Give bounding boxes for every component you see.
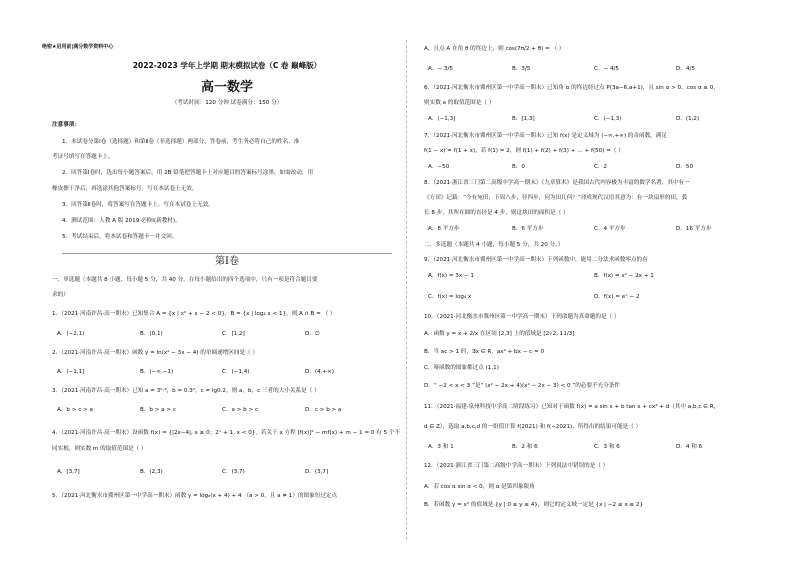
q4-option-b[interactable]: B．(2,3): [140, 469, 163, 475]
q3-option-b[interactable]: B．b > a > c: [140, 407, 176, 413]
q1-option-c[interactable]: C．[1,2]: [222, 331, 245, 337]
exam-title: 2022-2023 学年上学期 期末模拟试卷（C 卷 巅峰版）: [132, 61, 322, 70]
q11-option-a[interactable]: A．3 和 1: [428, 444, 454, 450]
exam-info: （考试时间：120 分钟 试卷满分：150 分）: [171, 100, 283, 106]
q3-option-d[interactable]: D．c > b > a: [305, 407, 342, 413]
notes-item: 5．考试结束后，将本试卷和答题卡一并交回。: [62, 234, 178, 240]
question-5-stem: 5．（2021·河北衡水市冀州区第一中学高一期末）函数 y = logₐ(x + 4) + 4 （a > 0，且 a ≠ 1）的图象恒过定点: [52, 493, 338, 499]
q12-option-b[interactable]: B．若函数 y = x² 的值域是 {y | 0 ≤ y ≤ 4}，则它的定义域一定是 {x | −2 ≤ x ≤ 2}: [424, 502, 643, 508]
left-column: [42, 0, 401, 562]
part1-title: 第Ⅰ卷: [215, 256, 239, 267]
question-4-stem-cont: 同实根，则实数 m 的取值范围是（ ）: [52, 446, 147, 452]
column-divider: [406, 40, 407, 540]
question-4-stem: 4．（2021·河南许昌·高一期末）设函数 f(x) = {|2x−4|, x ≥ 0；2ˣ + 1, x < 0}，若关于 x 方程 [f(x)]² − mf(x) + m − 1 = 0 有 5 个不: [52, 430, 401, 436]
notes-item: 考证号填写在答题卡上。: [52, 154, 114, 160]
q4-option-d[interactable]: D．(3,7]: [305, 469, 329, 475]
question-11-stem: 11．（2021·福建·泉州科技中学高二阶段练习）已知对于函数 f(x) = a sin x + b tan x + cx³ + d（其中 a,b,c ∈ R，: [424, 404, 720, 410]
q3-option-c[interactable]: C．a > b > c: [222, 407, 259, 413]
question-6-stem: 6．（2021·河北衡水市冀州区第一中学高一期末）已知角 α 的终边经过点 P(3a−6,a+1)，且 sin α > 0，cos α ≤ 0，: [424, 85, 719, 91]
notes-heading: 注意事项：: [52, 122, 80, 128]
q7-option-d[interactable]: D．50: [676, 164, 694, 170]
q4-option-c[interactable]: C．(3,7): [222, 469, 245, 475]
q8-option-c[interactable]: C．4 平方步: [594, 226, 626, 232]
q1-option-d[interactable]: D．∅: [305, 331, 320, 337]
q10-option-b[interactable]: B．当 ac > 1 时，∃x ∈ R，ax² + bx − c = 0: [424, 349, 545, 355]
question-9-stem: 9．（2021·河北衡水市冀州区第一中学高一期末）下列函数中，能用二分法求函数零点的有: [424, 257, 648, 263]
q1-option-b[interactable]: B．(0,1): [140, 331, 163, 337]
part1-intro: 求的）: [52, 292, 69, 298]
q11-option-b[interactable]: B．2 和 6: [512, 444, 538, 450]
notes-item: 橡皮擦干净后，再选涂其他答案标号。写在本试卷上无效。: [52, 186, 198, 192]
multi-choice-intro: 二、多选题（本题共 4 小题，每小题 5 分，共 20 分。）: [424, 242, 564, 248]
question-7-stem-cont: f(1 − x) = f(1 + x)，若 f(1) = 2，则 f(1) + f(2) + f(3) + … + f(50) =（ ）: [424, 148, 624, 154]
q6-option-a[interactable]: A．(−1,3]: [428, 116, 456, 122]
right-column: [424, 0, 760, 562]
q10-option-d[interactable]: D．“ −2 < x < 3 ”是“ (x² − 2x + 4)(x² − 2x − 3) < 0 ”的必要不充分条件: [424, 383, 621, 389]
q11-option-d[interactable]: D．4 和 6: [676, 444, 703, 450]
question-5-stem-cont: A，且点 A 在角 θ 的终边上，则 cos(7π/2 + θ) = （ ）: [424, 46, 565, 52]
question-11-stem-cont: d ∈ Z），选取 a,b,c,d 的一组值计算 f(2021) 和 f(−2021)，所得出的结果可能是（ ）: [424, 424, 642, 430]
q8-option-d[interactable]: D．16 平方步: [676, 226, 712, 232]
q6-option-c[interactable]: C．(−1,3): [594, 116, 622, 122]
q9-option-b[interactable]: B．f(x) = x² − 2x + 1: [594, 273, 654, 279]
section-divider: [62, 253, 392, 254]
q4-option-a[interactable]: A．[3,7]: [57, 469, 80, 475]
q7-option-c[interactable]: C．2: [594, 164, 608, 170]
q11-option-c[interactable]: C．3 和 6: [594, 444, 620, 450]
part1-intro: 一、单选题（本题共 8 小题，每小题 5 分，共 40 分．在每小题给出的四个选项中，只有一项是符合题目要: [52, 277, 318, 283]
q2-option-b[interactable]: B．(−∞,−1): [140, 369, 174, 375]
question-8-stem-cont: 长 8 步，其所在圆的直径是 4 步，则这块田的面积是（ ）: [424, 210, 569, 216]
q9-option-a[interactable]: A．f(x) = 3x − 1: [428, 273, 474, 279]
q2-option-c[interactable]: C．(−1,4): [222, 369, 250, 375]
question-7-stem: 7．（2021·河北衡水市冀州区第一中学高一期末）已知 f(x) 是定义域为 (−∞,+∞) 的奇函数，满足: [424, 133, 667, 139]
q9-option-c[interactable]: C．f(x) = log₄ x: [428, 294, 472, 300]
notes-item: 3．回答第Ⅱ卷时，将答案写在答题卡上。写在本试卷上无效。: [62, 202, 214, 208]
q12-option-a[interactable]: A．若 cos α sin α < 0，则 α 是第四象限角: [424, 484, 535, 490]
q8-option-b[interactable]: B．6 平方步: [512, 226, 544, 232]
q5-option-d[interactable]: D．4/5: [676, 66, 695, 72]
notes-item: 2．回答第Ⅰ卷时，选出每小题答案后，用 2B 铅笔把答题卡上对应题目的答案标号涂黑。如需改动，用: [62, 170, 314, 176]
q3-option-a[interactable]: A．b > c > a: [57, 407, 93, 413]
notes-item: 1．本试卷分第Ⅰ卷（选择题）和第Ⅱ卷（非选择题）两部分。答卷前，考生务必将自己的姓名、准: [62, 139, 300, 145]
q5-option-a[interactable]: A．− 3/5: [428, 66, 453, 72]
question-8-stem: 8．（2021·浙江省三门第二高级中学高一期末）《九章算术》是我国古代内容极为丰富的数学名著，其中有一: [424, 180, 690, 186]
q10-option-c[interactable]: C．幂函数的图象都过点 (1,1): [424, 365, 499, 371]
q10-option-a[interactable]: A．函数 y = x + 2/x 在区间 [2,3] 上的值域是 [2√2, 11/3]: [424, 331, 575, 337]
q2-option-d[interactable]: D．(4,+∞): [305, 369, 334, 375]
q8-option-a[interactable]: A．8 平方步: [428, 226, 460, 232]
q7-option-a[interactable]: A．−50: [428, 164, 450, 170]
secret-label: 绝密★启用前|满分数学资料中心: [42, 44, 114, 50]
subject-title: 高一数学: [200, 80, 253, 95]
notes-item: 4．测试范围：人教 A 版 2019 必修Ⅰ(新教材)。: [62, 218, 181, 224]
question-10-stem: 10．（2021·河北衡水市冀州区第一中学高一期末）下列命题为真命题的是（ ）: [424, 314, 620, 320]
q1-option-a[interactable]: A．(−2,1): [57, 331, 85, 337]
q5-option-c[interactable]: C．− 4/5: [594, 66, 619, 72]
q5-option-b[interactable]: B．3/5: [512, 66, 531, 72]
q6-option-d[interactable]: D．(1,2): [676, 116, 700, 122]
q9-option-d[interactable]: D．f(x) = eˣ − 2: [594, 294, 640, 300]
q2-option-a[interactable]: A．(−1,1]: [57, 369, 85, 375]
question-6-stem-cont: 则实数 a 的取值范围是（ ）: [424, 100, 495, 106]
q7-option-b[interactable]: B．0: [512, 164, 525, 170]
question-12-stem: 12．（2021·浙江省三门第二高级中学高一期末）下列说法中错误的是（ ）: [424, 463, 609, 469]
q6-option-b[interactable]: B．[1,3]: [512, 116, 535, 122]
question-3-stem: 3．（2021·河南许昌·高一期末）已知 a = 3⁰·³，b = 0.3²，c = lg0.2，则 a，b，c 三者的大小关系是（ ）: [52, 388, 320, 394]
question-2-stem: 2．（2021·河南许昌·高一期末）函数 y = ln(x² − 3x − 4) 的单调递增区间是（ ）: [52, 350, 259, 356]
question-1-stem: 1．（2021·河南许昌·高一期末）已知集合 A = {x | x² + x − 2 < 0}，B = {x | log₂ x < 1}，则 A ∩ B = （ ）: [52, 311, 336, 317]
question-8-stem-cont: 《方田》记载：“今有宛田，下周八步，径四步，问为田几何？”译成现代汉语其意为：有一块扇形的田，弧: [424, 195, 688, 201]
